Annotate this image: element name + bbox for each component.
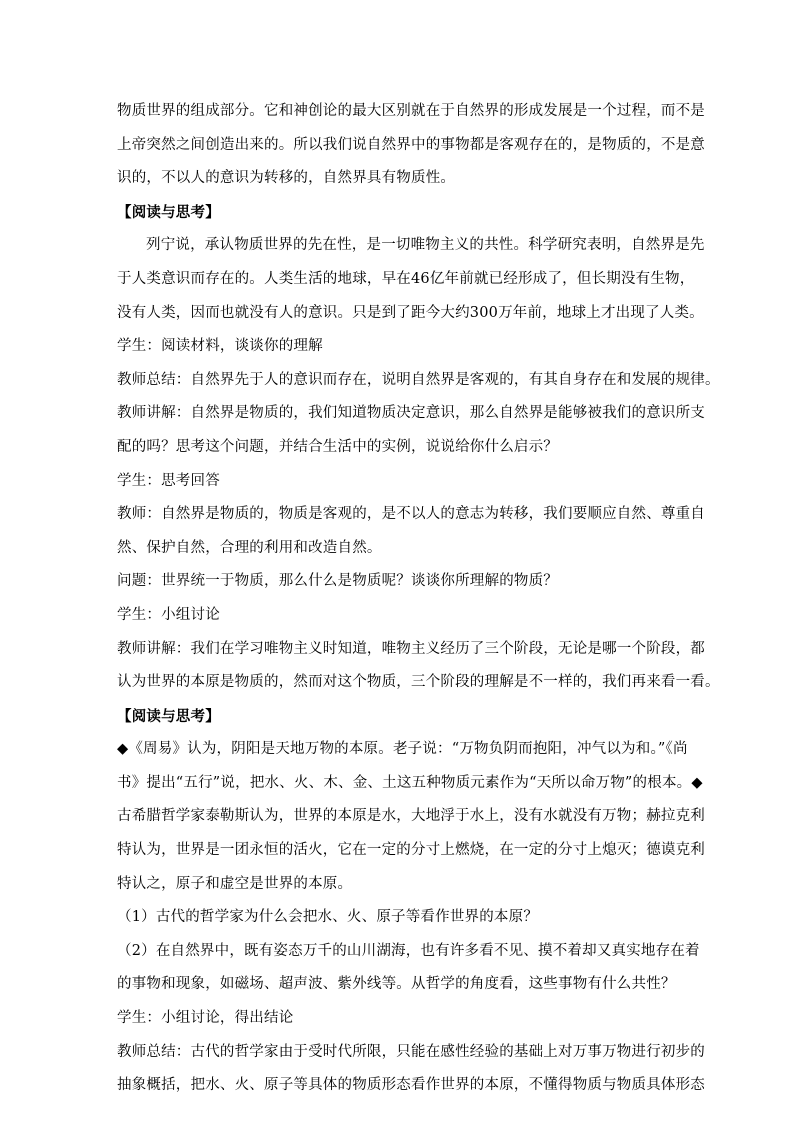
student-line: 学生：思考回答 — [117, 472, 220, 489]
paragraph-line: 没有人类，因而也就没有人的意识。只是到了距今大约300万年前，地球上才出现了人类。 — [117, 304, 704, 321]
teacher-summary-line: 教师总结：古代的哲学家由于受时代所限，只能在感性经验的基础上对万事万物进行初步的 — [117, 1043, 705, 1060]
question-item: （2）在自然界中，既有姿态万千的山川湖海，也有许多看不见、摸不着却又真实地存在着 — [117, 942, 700, 959]
paragraph-line: 配的吗？思考这个问题，并结合生活中的实例，说说给你什么启示？ — [117, 438, 558, 455]
reading-material-line: 特认之，原子和虚空是世界的本原。 — [117, 875, 353, 892]
teacher-summary-line: 教师总结：自然界先于人的意识而存在，说明自然界是客观的，有其自身存在和发展的规律。 — [117, 371, 720, 388]
paragraph-line: 的事物和现象，如磁场、超声波、紫外线等。从哲学的角度看，这些事物有什么共性？ — [117, 976, 676, 993]
paragraph-line: 物质世界的组成部分。它和神创论的最大区别就在于自然界的形成发展是一个过程，而不是 — [117, 103, 705, 119]
section-heading: 【阅读与思考】 — [117, 203, 220, 221]
paragraph-line: 识的，不以人的意识为转移的，自然界具有物质性。 — [117, 170, 456, 187]
paragraph-line: 抽象概括，把水、火、原子等具体的物质形态看作世界的本原，不懂得物质与物质具体形态 — [117, 1077, 705, 1094]
teacher-explain-line: 教师讲解：我们在学习唯物主义时知道，唯物主义经历了三个阶段，无论是哪一个阶段，都 — [117, 640, 705, 657]
teacher-explain-line: 教师讲解：自然界是物质的，我们知道物质决定意识，那么自然界是能够被我们的意识所支 — [117, 405, 705, 422]
paragraph-line: 认为世界的本原是物质的，然而对这个物质，三个阶段的理解是不一样的，我们再来看一看。 — [117, 674, 720, 691]
student-line: 学生：阅读材料，谈谈你的理解 — [117, 338, 323, 355]
section-heading: 【阅读与思考】 — [117, 707, 220, 725]
reading-material-line: 古希腊哲学家泰勒斯认为，世界的本原是水，大地浮于水上，没有水就没有万物；赫拉克利 — [117, 808, 705, 825]
document-body — [117, 95, 720, 1103]
teacher-line: 教师：自然界是物质的，物质是客观的，是不以人的意志为转移，我们要顺应自然、尊重自 — [117, 506, 705, 523]
paragraph-line: 上帝突然之间创造出来的。所以我们说自然界中的事物都是客观存在的，是物质的，不是意 — [117, 136, 705, 153]
reading-material-line: 特认为，世界是一团永恒的活火，它在一定的分寸上燃烧，在一定的分寸上熄灭；德谟克利 — [117, 842, 705, 859]
student-line: 学生：小组讨论，得出结论 — [117, 1010, 294, 1027]
student-line: 学生：小组讨论 — [117, 606, 220, 623]
question-item: （1）古代的哲学家为什么会把水、火、原子等看作世界的本原？ — [117, 909, 539, 926]
question-line: 问题：世界统一于物质，那么什么是物质呢？谈谈你所理解的物质？ — [117, 573, 558, 590]
paragraph-line: 于人类意识而存在的。人类生活的地球，早在46亿年前就已经形成了，但长期没有生物， — [117, 270, 695, 287]
reading-material-line: ◆《周易》认为，阴阳是天地万物的本原。老子说：“万物负阴而抱阳，冲气以为和。”《尚 — [117, 741, 688, 758]
reading-material-line: 书》提出“五行”说，把水、火、木、金、土这五种物质元素作为“天所以命万物”的根本。◆ — [117, 774, 703, 791]
paragraph-line: 然、保护自然，合理的利用和改造自然。 — [117, 539, 382, 556]
paragraph-line: 列宁说，承认物质世界的先在性，是一切唯物主义的共性。科学研究表明，自然界是先 — [146, 237, 705, 254]
